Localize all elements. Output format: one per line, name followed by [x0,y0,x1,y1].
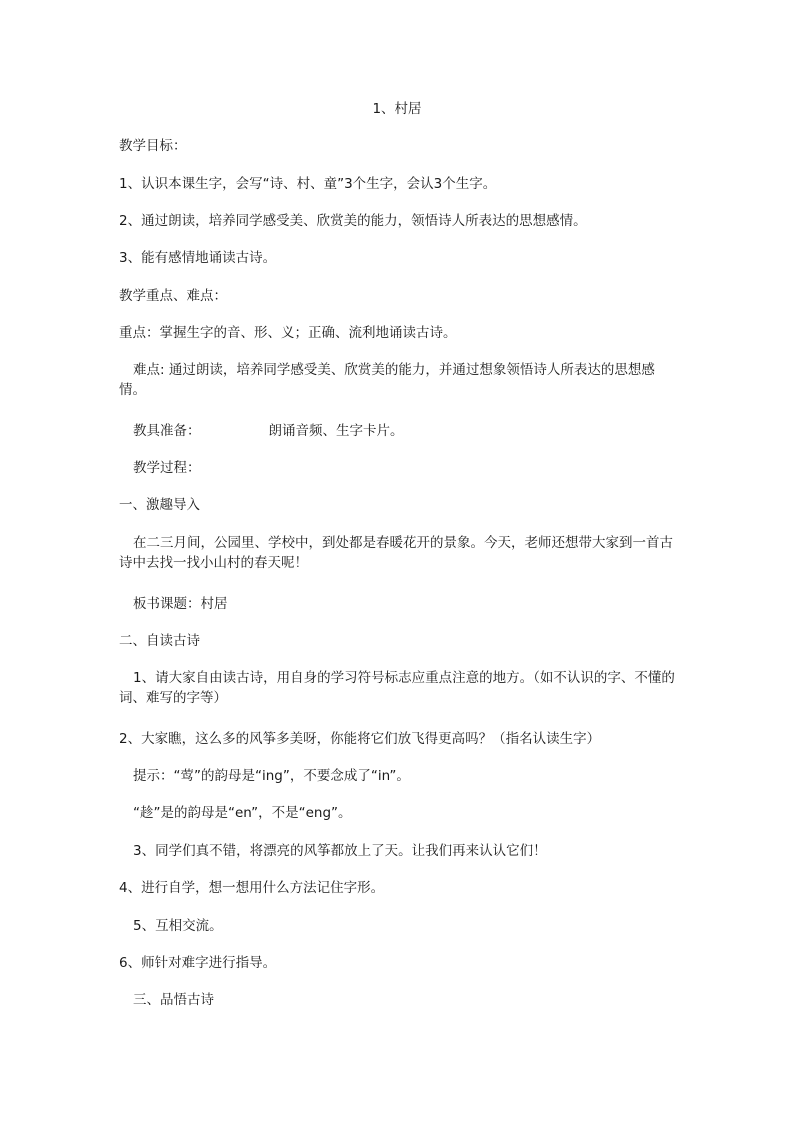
process-heading: 教学过程： [133,460,201,476]
part1-board: 板书课题：村居 [133,596,228,612]
hint-1: 提示：“莺”的韵母是“ing”，不要念成了“in”。 [133,768,410,784]
part2-step-6: 6、师针对难字进行指导。 [119,955,277,971]
part2-step-1: 1、请大家自由读古诗，用自身的学习符号标志应重点注意的地方。（如不认识的字、不懂的词、难写的字等） [119,670,675,706]
focus-text: 重点：掌握生字的音、形、义；正确、流利地诵读古诗。 [119,325,457,341]
part2-step-5: 5、互相交流。 [133,918,223,934]
goal-1: 1、认识本课生字，会写“诗、村、童”3个生字，会认3个生字。 [119,176,497,192]
difficulty-text: 难点: 通过朗读，培养同学感受美、欣赏美的能力，并通过想象领悟诗人所表达的思想感情。 [119,362,655,398]
part1-heading: 一、激趣导入 [119,497,200,513]
part3-heading: 三、品悟古诗 [133,992,214,1008]
materials-value: 朗诵音频、生字卡片。 [268,423,404,439]
goal-2: 2、通过朗读，培养同学感受美、欣赏美的能力，领悟诗人所表达的思想感情。 [119,213,587,229]
part2-step-2: 2、大家瞧，这么多的风筝多美呀，你能将它们放飞得更高吗？（指名认读生字） [119,731,601,747]
goals-heading: 教学目标： [119,138,187,154]
part2-step-4: 4、进行自学，想一想用什么方法记住字形。 [119,880,385,896]
hint-2: “趁”是的韵母是“en”，不是“eng”。 [133,805,352,821]
materials-line [119,422,679,441]
part1-text: 在二三月间，公园里、学校中，到处都是春暖花开的景象。今天，老师还想带大家到一首古诗中去找一找小山村的春天呢！ [119,535,673,571]
page-title: 1、村居 [372,101,422,117]
focus-heading: 教学重点、难点： [119,288,227,304]
part2-heading: 二、自读古诗 [119,633,200,649]
goal-3: 3、能有感情地诵读古诗。 [119,250,277,266]
materials-label: 教具准备： [133,423,201,439]
part2-step-3: 3、同学们真不错，将漂亮的风筝都放上了天。让我们再来认认它们！ [133,843,547,859]
